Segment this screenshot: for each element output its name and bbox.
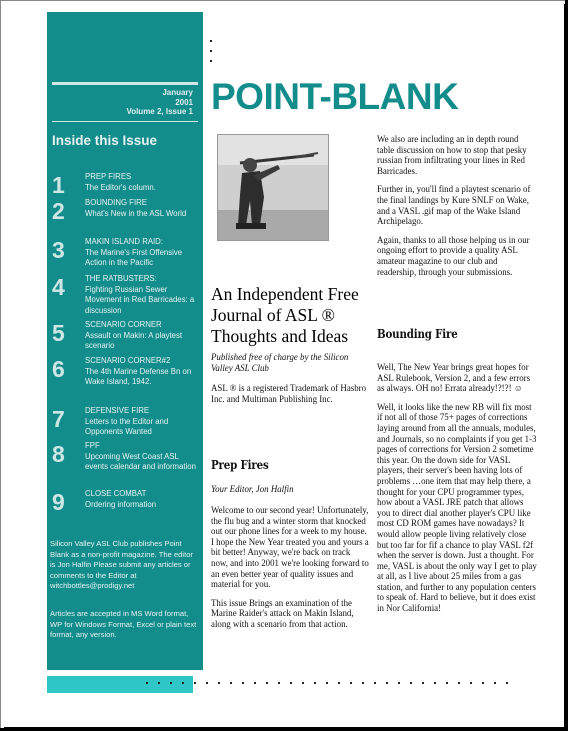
- intro-paragraph-1: We also are including an in depth round table discussion on how to stop that pesky russian from infiltrating your lines in Red Barricades.: [377, 134, 527, 176]
- dot: [326, 682, 328, 684]
- inside-title: Inside this Issue: [52, 133, 158, 148]
- issue-volume: Volume 2, Issue 1: [126, 107, 193, 116]
- toc-text: SCENARIO CORNER#2 The 4th Marine Defense Bn on Wake Island, 1942.: [85, 356, 192, 387]
- toc-number: 4: [52, 274, 65, 300]
- dot: [362, 682, 364, 684]
- dot: [314, 682, 316, 684]
- toc-number: 1: [52, 172, 65, 198]
- dot: [482, 682, 484, 684]
- sidebar-rule-mid: [52, 121, 198, 122]
- dot: [506, 682, 508, 684]
- intro-paragraph-2: Further in, you'll find a playtest scenario of the final landings by Kure SNLF on Wake, and a VASL .gif map of the Wake Island Archipelago.: [377, 184, 531, 227]
- published-note: Published free of charge by the Silicon Valley ASL Club: [211, 352, 349, 373]
- dot: [422, 682, 424, 684]
- page-shadow-bottom: [4, 727, 568, 731]
- issue-month: January: [162, 88, 193, 97]
- dot: [410, 682, 412, 684]
- prep-fires-paragraph-1: Welcome to our second year! Unfortunately, the flu bug and a winter storm that knocked out our phone lines for a week to my house. I hope the New Year treated you and yours a bit better! Anyway, we're back on track now, and into 2001 we're looking forward to an even better year of quality issues and material for you.: [211, 505, 369, 590]
- prep-fires-body: [211, 505, 369, 638]
- dot: [386, 682, 388, 684]
- sidebar: [47, 12, 203, 670]
- dot: [446, 682, 448, 684]
- toc-number: 8: [52, 441, 65, 467]
- issue-year: 2001: [175, 97, 193, 107]
- intro-continued: [377, 134, 535, 285]
- toc-text: MAKIN ISLAND RAID: The Marine's First Offensive Action in the Pacific: [85, 237, 183, 268]
- bounding-fire-paragraph-1: Well, The New Year brings great hopes for ASL Rulebook, Version 2, and a few errors as always. OH no! Errata already!?!?! ☺: [377, 362, 531, 394]
- dot: [458, 682, 460, 684]
- toc-text: FPF Upcoming West Coast ASL events calendar and information: [85, 441, 196, 472]
- issue-date: [126, 88, 193, 117]
- sidebar-footer-info: Silicon Valley ASL Club publishes Point Blank as a non-profit magazine. The editor is Jon Halfin Please submit any articles or comments to the Editor at witchbottles@prodigy.net: [50, 539, 193, 590]
- toc-text: BOUNDING FIRE What's New in the ASL World: [85, 198, 187, 218]
- dot: [146, 682, 148, 684]
- dotted-rule-bottom: [140, 682, 510, 688]
- masthead-title: POINT-BLANK: [211, 76, 459, 117]
- dot: [278, 682, 280, 684]
- dot: [158, 682, 160, 684]
- prep-fires-paragraph-2: This issue Brings an examination of the Marine Raider's attack on Makin Island, along with a scenario from that action.: [211, 597, 354, 629]
- dot: [266, 682, 268, 684]
- intro-paragraph-3: Again, thanks to all those helping us in our ongoing effort to provide a quality ASL amateur magazine to our club and readership, through your submissions.: [377, 234, 530, 277]
- toc-text: DEFENSIVE FIRE Letters to the Editor and Opponents Wanted: [85, 406, 169, 437]
- dot: [182, 682, 184, 684]
- dot: [206, 682, 208, 684]
- headline: An Independent Free Journal of ASL ® Thoughts and Ideas: [211, 284, 359, 346]
- dot: [194, 682, 196, 684]
- dot: [350, 682, 352, 684]
- dot: [242, 682, 244, 684]
- bounding-fire-title: Bounding Fire: [377, 326, 458, 341]
- bounding-fire-body: [377, 362, 537, 622]
- toc-number: 9: [52, 489, 65, 515]
- toc-number: 3: [52, 237, 65, 263]
- toc-number: 2: [52, 198, 65, 224]
- photo-soldier-with-rifle: [217, 134, 329, 241]
- dot: [302, 682, 304, 684]
- bounding-fire-paragraph-2: Well, it looks like the new RB will fix most if not all of those 75+ pages of corrections laying around from all the annuals, modules, and Journals, so no complaints if you get 1-3 pages of corrections for Version 2 sometime this year. On the down side for VASL players, their server's been having lots of problems …one item that may help there, a thought for your CPU programmer types, how about a VASL JRE patch that allows you to direct dial another player's CPU like most CD ROM games have nowadays? It would allow people living relatively close but too far for fif a chance to play VASL f2f when the server is down. Just a thought. For me, VASL is about the only way I get to play at all, as I live about 25 miles from a gas station, and further to any population centers to speak of. Hard to believe, but it does exist in Nor California!: [377, 401, 537, 614]
- dot: [170, 682, 172, 684]
- dot: [218, 682, 220, 684]
- dot: [434, 682, 436, 684]
- trademark-note: ASL ® is a registered Trademark of Hasbro Inc. and Multiman Publishing Inc.: [211, 383, 367, 404]
- dot: [254, 682, 256, 684]
- dot: [230, 682, 232, 684]
- page-shadow-right: [564, 4, 568, 731]
- dot: [470, 682, 472, 684]
- toc-number: 5: [52, 320, 65, 346]
- toc-text: THE RATBUSTERS: Fighting Russian Sewer Movement in Red Barricades: a discussion: [85, 274, 195, 315]
- toc-number: 6: [52, 356, 65, 382]
- toc-text: SCENARIO CORNER Assault on Makin: A playtest scenario: [85, 320, 183, 351]
- sidebar-footer-formats: Articles are accepted in MS Word format, WP for Windows Format, Excel or plain text format, any version.: [50, 609, 197, 639]
- dot: [374, 682, 376, 684]
- toc-text: PREP FIRES The Editor's column.: [85, 172, 156, 192]
- toc-text: CLOSE COMBAT Ordering information: [85, 489, 157, 509]
- prep-fires-title: Prep Fires: [211, 457, 269, 472]
- prep-fires-byline: Your Editor, Jon Halfin: [211, 484, 294, 494]
- dot: [494, 682, 496, 684]
- dot: [398, 682, 400, 684]
- dot: [290, 682, 292, 684]
- toc-number: 7: [52, 406, 65, 432]
- sidebar-rule-top: [52, 82, 198, 85]
- dot: [338, 682, 340, 684]
